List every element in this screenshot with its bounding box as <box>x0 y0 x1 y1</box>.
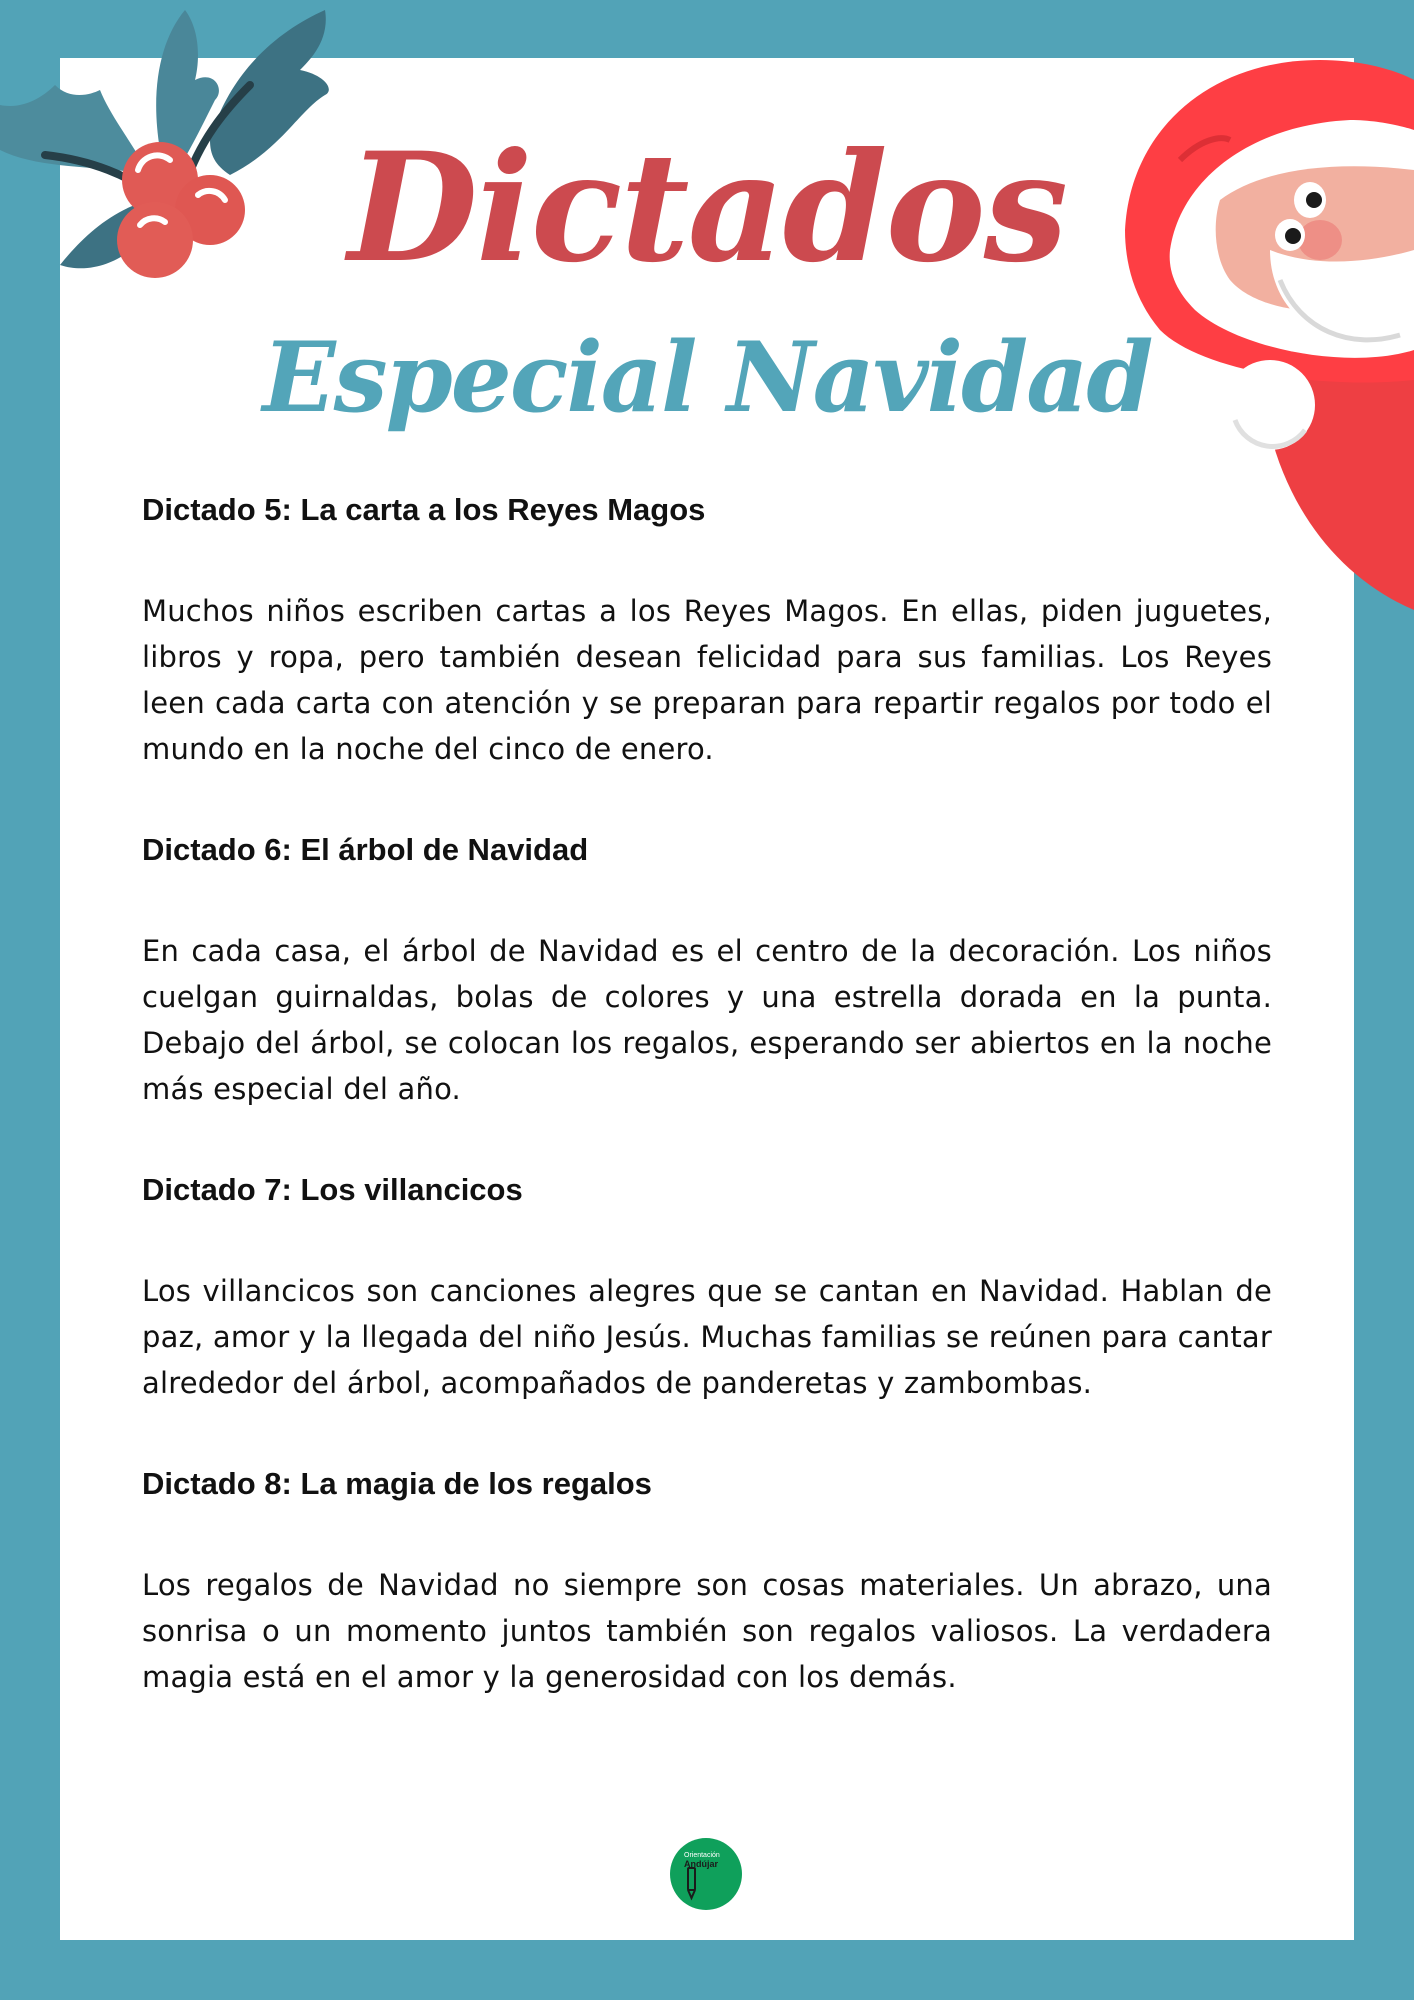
page-subtitle: Especial Navidad <box>262 321 1152 434</box>
section-heading: Dictado 8: La magia de los regalos <box>142 1466 652 1501</box>
section-text: Muchos niños escriben cartas a los Reyes Magos. En ellas, piden juguetes, libros y ropa, pero también desean felicidad para sus familias. Los Reyes leen cada carta con atención y se preparan para repartir regalos por todo el mundo en la noche del cinco de enero. <box>142 594 1272 766</box>
section-text: Los villancicos son canciones alegres que se cantan en Navidad. Hablan de paz, amor y la llegada del niño Jesús. Muchas familias se reúnen para cantar alrededor del árbol, acompañados de panderetas y zambombas. <box>142 1274 1272 1400</box>
dictation-section <box>142 828 1272 1112</box>
page-title: Dictados <box>347 120 1067 296</box>
dictation-section <box>142 1168 1272 1406</box>
section-heading: Dictado 5: La carta a los Reyes Magos <box>142 492 706 527</box>
pencil-logo-icon <box>670 1838 742 1910</box>
section-text: Los regalos de Navidad no siempre son cosas materiales. Un abrazo, una sonrisa o un momento juntos también son regalos valiosos. La verdadera magia está en el amor y la generosidad con los demás. <box>142 1568 1272 1694</box>
section-heading: Dictado 6: El árbol de Navidad <box>142 832 589 867</box>
footer-logo <box>670 1838 742 1910</box>
logo-line-2: Andújar <box>684 1859 719 1869</box>
dictation-list <box>142 488 1272 1756</box>
section-text: En cada casa, el árbol de Navidad es el centro de la decoración. Los niños cuelgan guirnaldas, bolas de colores y una estrella dorada en la punta. Debajo del árbol, se colocan los regalos, esperando ser abiertos en la noche más especial del año. <box>142 934 1272 1106</box>
dictation-section <box>142 488 1272 772</box>
section-heading: Dictado 7: Los villancicos <box>142 1172 523 1207</box>
dictation-section <box>142 1462 1272 1700</box>
logo-line-1: Orientación <box>684 1852 720 1859</box>
